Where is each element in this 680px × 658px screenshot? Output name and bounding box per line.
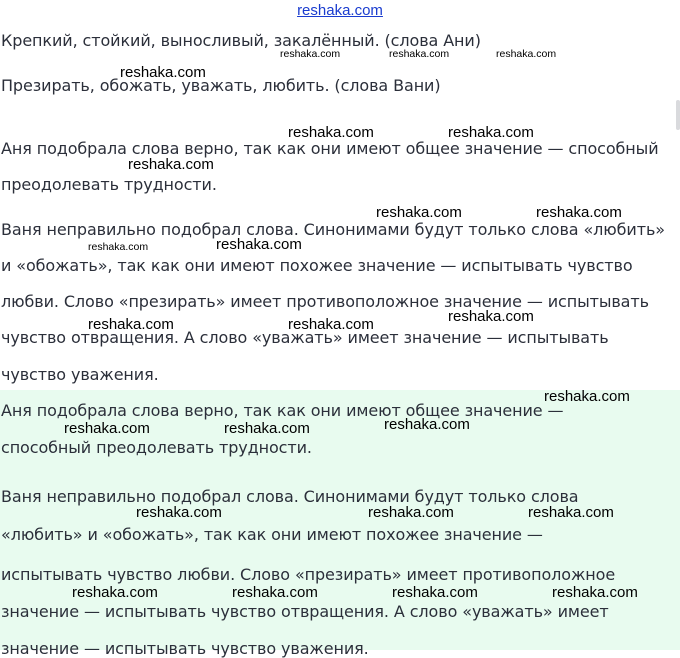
watermark: reshaka.com: [448, 308, 534, 325]
watermark: reshaka.com: [376, 204, 462, 221]
watermark: reshaka.com: [389, 48, 450, 60]
watermark: reshaka.com: [64, 420, 150, 437]
scrollbar-thumb[interactable]: [676, 100, 680, 130]
watermark: reshaka.com: [368, 504, 454, 521]
watermark: reshaka.com: [544, 388, 630, 405]
watermark: reshaka.com: [128, 156, 214, 173]
watermark: reshaka.com: [496, 48, 557, 60]
watermark: reshaka.com: [552, 584, 638, 601]
watermark: reshaka.com: [136, 504, 222, 521]
explanation-line: и «обожать», так как они имеют похожее значение — испытывать чувство: [1, 256, 633, 275]
watermark: reshaka.com: [88, 241, 149, 253]
watermark: reshaka.com: [72, 584, 158, 601]
explanation-line: Ваня неправильно подобрал слова. Синонимами будут только слова «любить»: [1, 220, 665, 239]
watermark: reshaka.com: [216, 236, 302, 253]
watermark: reshaka.com: [288, 124, 374, 141]
answer-line: Ваня неправильно подобрал слова. Синонимами будут только слова: [1, 487, 579, 506]
watermark: reshaka.com: [288, 316, 374, 333]
watermark: reshaka.com: [232, 584, 318, 601]
watermark: reshaka.com: [224, 420, 310, 437]
explanation-line: любви. Слово «презирать» имеет противоположное значение — испытывать: [1, 292, 649, 311]
watermark: reshaka.com: [120, 64, 206, 81]
answer-line: Аня подобрала слова верно, так как они имеют общее значение —: [1, 401, 564, 420]
answer-line: значение — испытывать чувство отвращения. А слово «уважать» имеет: [1, 602, 609, 621]
answer-line: испытывать чувство любви. Слово «презирать» имеет противоположное: [1, 565, 616, 584]
site-logo-link[interactable]: reshaka.com: [297, 2, 383, 19]
answer-line: способный преодолевать трудности.: [1, 438, 312, 457]
vanya-words: Презирать, обожать, уважать, любить. (слова Вани): [1, 76, 441, 95]
explanation-line: чувство уважения.: [1, 365, 159, 384]
anya-words: Крепкий, стойкий, выносливый, закалённый. (слова Ани): [1, 31, 481, 50]
answer-line: значение — испытывать чувство уважения.: [1, 639, 369, 658]
explanation-line: чувство отвращения. А слово «уважать» имеет значение — испытывать: [1, 328, 609, 347]
watermark: reshaka.com: [384, 416, 470, 433]
answer-line: «любить» и «обожать», так как они имеют похожее значение —: [1, 525, 543, 544]
watermark: reshaka.com: [392, 584, 478, 601]
watermark: reshaka.com: [88, 316, 174, 333]
explanation-line: Аня подобрала слова верно, так как они имеют общее значение — способный: [1, 139, 659, 158]
watermark: reshaka.com: [536, 204, 622, 221]
watermark: reshaka.com: [280, 48, 341, 60]
watermark: reshaka.com: [528, 504, 614, 521]
watermark: reshaka.com: [448, 124, 534, 141]
explanation-line: преодолевать трудности.: [1, 175, 217, 194]
